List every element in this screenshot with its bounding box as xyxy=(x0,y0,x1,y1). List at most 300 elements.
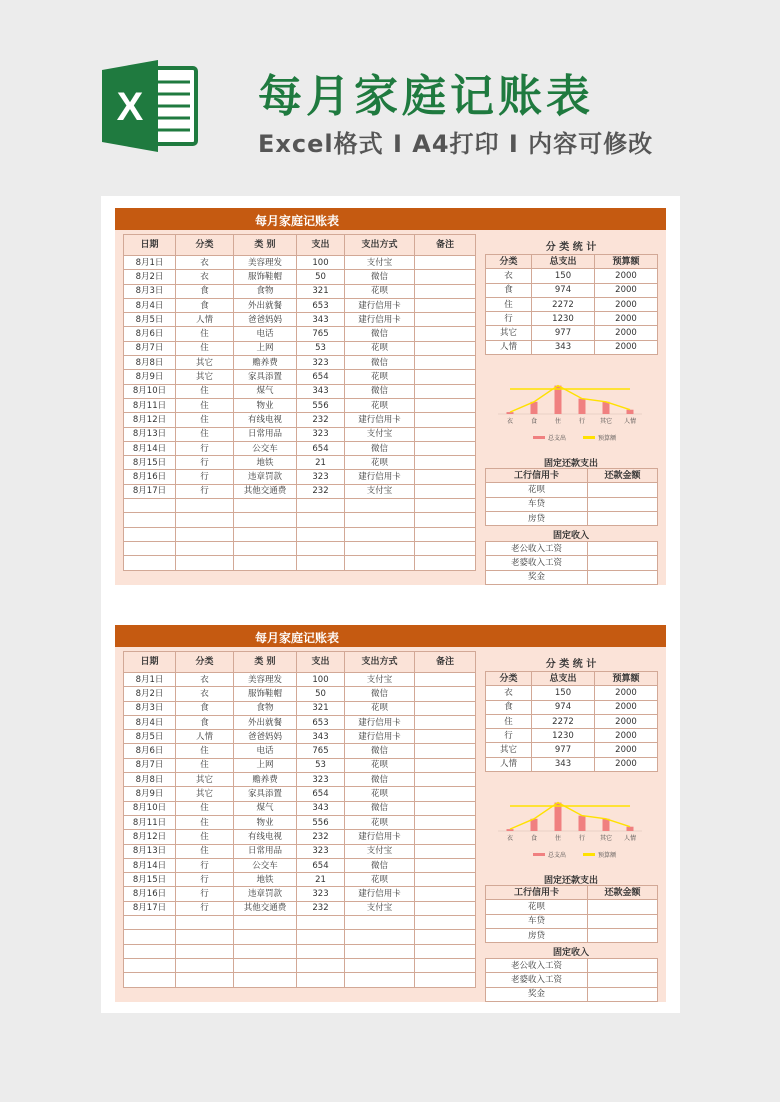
stats-cell[interactable]: 2000 xyxy=(595,686,658,700)
stats-cell[interactable]: 住 xyxy=(486,297,532,311)
stats-cell[interactable]: 2000 xyxy=(595,340,658,354)
expense-cell[interactable] xyxy=(415,801,476,815)
expense-cell[interactable] xyxy=(415,341,476,355)
expense-cell[interactable]: 654 xyxy=(297,441,345,455)
expense-cell[interactable] xyxy=(415,470,476,484)
expense-cell[interactable]: 8月5日 xyxy=(124,313,176,327)
expense-cell[interactable]: 8月14日 xyxy=(124,441,176,455)
debt-cell[interactable]: 花呗 xyxy=(486,900,588,914)
expense-cell[interactable]: 食 xyxy=(176,715,234,729)
expense-cell[interactable] xyxy=(234,541,297,555)
expense-cell[interactable]: 8月13日 xyxy=(124,844,176,858)
expense-cell[interactable]: 323 xyxy=(297,427,345,441)
expense-cell[interactable]: 家具添置 xyxy=(234,370,297,384)
expense-cell[interactable]: 321 xyxy=(297,701,345,715)
expense-cell[interactable]: 其它 xyxy=(176,787,234,801)
expense-cell[interactable]: 654 xyxy=(297,787,345,801)
expense-cell[interactable]: 赡养费 xyxy=(234,356,297,370)
income-cell[interactable] xyxy=(588,542,658,556)
expense-cell[interactable]: 其他交通费 xyxy=(234,901,297,915)
expense-cell[interactable]: 建行信用卡 xyxy=(345,830,415,844)
expense-cell[interactable] xyxy=(415,527,476,541)
expense-cell[interactable]: 微信 xyxy=(345,327,415,341)
expense-cell[interactable]: 其它 xyxy=(176,773,234,787)
expense-cell[interactable]: 232 xyxy=(297,413,345,427)
expense-cell[interactable] xyxy=(345,930,415,944)
expense-cell[interactable] xyxy=(345,973,415,987)
expense-cell[interactable]: 8月10日 xyxy=(124,384,176,398)
expense-cell[interactable] xyxy=(415,270,476,284)
income-cell[interactable] xyxy=(588,973,658,987)
expense-cell[interactable] xyxy=(415,701,476,715)
expense-cell[interactable]: 行 xyxy=(176,456,234,470)
expense-cell[interactable] xyxy=(297,556,345,570)
expense-cell[interactable]: 53 xyxy=(297,758,345,772)
expense-cell[interactable]: 花呗 xyxy=(345,284,415,298)
expense-cell[interactable]: 人情 xyxy=(176,730,234,744)
expense-cell[interactable]: 公交车 xyxy=(234,441,297,455)
expense-cell[interactable]: 支付宝 xyxy=(345,901,415,915)
expense-cell[interactable]: 煤气 xyxy=(234,384,297,398)
expense-cell[interactable]: 654 xyxy=(297,370,345,384)
stats-cell[interactable]: 衣 xyxy=(486,269,532,283)
expense-cell[interactable]: 8月2日 xyxy=(124,687,176,701)
expense-cell[interactable] xyxy=(415,916,476,930)
expense-cell[interactable] xyxy=(297,527,345,541)
expense-cell[interactable] xyxy=(415,413,476,427)
expense-cell[interactable] xyxy=(415,284,476,298)
expense-cell[interactable]: 地铁 xyxy=(234,456,297,470)
debt-cell[interactable]: 车贷 xyxy=(486,914,588,928)
expense-cell[interactable] xyxy=(415,930,476,944)
expense-cell[interactable] xyxy=(345,958,415,972)
expense-cell[interactable]: 8月6日 xyxy=(124,327,176,341)
expense-cell[interactable]: 8月7日 xyxy=(124,758,176,772)
expense-cell[interactable] xyxy=(415,456,476,470)
expense-cell[interactable]: 8月6日 xyxy=(124,744,176,758)
expense-cell[interactable]: 8月15日 xyxy=(124,873,176,887)
stats-cell[interactable]: 其它 xyxy=(486,326,532,340)
expense-cell[interactable] xyxy=(415,901,476,915)
expense-cell[interactable]: 8月11日 xyxy=(124,398,176,412)
expense-cell[interactable]: 住 xyxy=(176,327,234,341)
expense-cell[interactable] xyxy=(234,556,297,570)
expense-cell[interactable]: 343 xyxy=(297,801,345,815)
expense-cell[interactable]: 其它 xyxy=(176,370,234,384)
expense-cell[interactable]: 有线电视 xyxy=(234,830,297,844)
expense-cell[interactable] xyxy=(124,930,176,944)
expense-cell[interactable]: 物业 xyxy=(234,398,297,412)
expense-cell[interactable]: 支付宝 xyxy=(345,844,415,858)
expense-cell[interactable]: 其他交通费 xyxy=(234,484,297,498)
expense-cell[interactable] xyxy=(234,513,297,527)
expense-cell[interactable]: 煤气 xyxy=(234,801,297,815)
expense-cell[interactable] xyxy=(415,730,476,744)
expense-cell[interactable]: 微信 xyxy=(345,384,415,398)
expense-cell[interactable]: 8月8日 xyxy=(124,356,176,370)
expense-cell[interactable]: 住 xyxy=(176,413,234,427)
expense-cell[interactable]: 8月3日 xyxy=(124,701,176,715)
expense-cell[interactable]: 美容理发 xyxy=(234,256,297,270)
debt-cell[interactable] xyxy=(588,497,658,511)
expense-cell[interactable]: 8月8日 xyxy=(124,773,176,787)
debt-cell[interactable] xyxy=(588,914,658,928)
stats-cell[interactable]: 150 xyxy=(532,686,595,700)
expense-cell[interactable] xyxy=(415,758,476,772)
expense-cell[interactable]: 微信 xyxy=(345,687,415,701)
stats-cell[interactable]: 2000 xyxy=(595,269,658,283)
expense-cell[interactable]: 323 xyxy=(297,773,345,787)
expense-cell[interactable]: 行 xyxy=(176,441,234,455)
expense-cell[interactable] xyxy=(345,541,415,555)
expense-cell[interactable]: 53 xyxy=(297,341,345,355)
expense-cell[interactable]: 343 xyxy=(297,313,345,327)
expense-cell[interactable]: 其它 xyxy=(176,356,234,370)
expense-cell[interactable]: 建行信用卡 xyxy=(345,730,415,744)
expense-cell[interactable]: 建行信用卡 xyxy=(345,313,415,327)
stats-cell[interactable]: 人情 xyxy=(486,757,532,771)
expense-cell[interactable]: 8月14日 xyxy=(124,858,176,872)
expense-cell[interactable]: 爸爸妈妈 xyxy=(234,730,297,744)
stats-cell[interactable]: 343 xyxy=(532,757,595,771)
income-cell[interactable]: 老公收入工资 xyxy=(486,542,588,556)
expense-cell[interactable]: 日常用品 xyxy=(234,844,297,858)
debt-cell[interactable] xyxy=(588,483,658,497)
expense-cell[interactable]: 建行信用卡 xyxy=(345,715,415,729)
expense-cell[interactable]: 上网 xyxy=(234,758,297,772)
expense-cell[interactable]: 住 xyxy=(176,801,234,815)
expense-cell[interactable]: 8月1日 xyxy=(124,256,176,270)
expense-cell[interactable]: 8月1日 xyxy=(124,673,176,687)
expense-cell[interactable] xyxy=(415,556,476,570)
stats-cell[interactable]: 150 xyxy=(532,269,595,283)
expense-cell[interactable] xyxy=(124,958,176,972)
expense-cell[interactable] xyxy=(415,973,476,987)
expense-cell[interactable]: 323 xyxy=(297,470,345,484)
expense-cell[interactable]: 上网 xyxy=(234,341,297,355)
debt-cell[interactable]: 花呗 xyxy=(486,483,588,497)
expense-cell[interactable]: 服饰鞋帽 xyxy=(234,270,297,284)
income-cell[interactable] xyxy=(588,570,658,584)
expense-cell[interactable]: 行 xyxy=(176,901,234,915)
stats-cell[interactable]: 行 xyxy=(486,729,532,743)
expense-cell[interactable] xyxy=(124,916,176,930)
stats-cell[interactable]: 977 xyxy=(532,743,595,757)
expense-cell[interactable] xyxy=(234,916,297,930)
stats-cell[interactable]: 2000 xyxy=(595,700,658,714)
expense-cell[interactable] xyxy=(297,513,345,527)
debt-cell[interactable] xyxy=(588,900,658,914)
expense-cell[interactable]: 8月16日 xyxy=(124,887,176,901)
expense-cell[interactable]: 花呗 xyxy=(345,787,415,801)
expense-cell[interactable]: 住 xyxy=(176,427,234,441)
stats-cell[interactable]: 2000 xyxy=(595,283,658,297)
stats-cell[interactable]: 食 xyxy=(486,283,532,297)
expense-cell[interactable] xyxy=(234,527,297,541)
expense-cell[interactable]: 支付宝 xyxy=(345,256,415,270)
stats-cell[interactable]: 住 xyxy=(486,714,532,728)
expense-cell[interactable]: 住 xyxy=(176,815,234,829)
expense-cell[interactable]: 外出就餐 xyxy=(234,715,297,729)
expense-cell[interactable]: 爸爸妈妈 xyxy=(234,313,297,327)
expense-cell[interactable]: 花呗 xyxy=(345,815,415,829)
income-cell[interactable]: 老婆收入工资 xyxy=(486,973,588,987)
expense-cell[interactable] xyxy=(345,944,415,958)
expense-cell[interactable]: 支付宝 xyxy=(345,673,415,687)
expense-cell[interactable]: 100 xyxy=(297,256,345,270)
expense-cell[interactable] xyxy=(176,916,234,930)
income-cell[interactable] xyxy=(588,959,658,973)
expense-cell[interactable]: 支付宝 xyxy=(345,484,415,498)
expense-cell[interactable] xyxy=(415,844,476,858)
expense-cell[interactable]: 654 xyxy=(297,858,345,872)
income-cell[interactable] xyxy=(588,987,658,1001)
expense-cell[interactable] xyxy=(176,944,234,958)
expense-cell[interactable]: 赡养费 xyxy=(234,773,297,787)
expense-cell[interactable] xyxy=(176,541,234,555)
expense-cell[interactable] xyxy=(297,916,345,930)
expense-cell[interactable]: 行 xyxy=(176,470,234,484)
expense-cell[interactable] xyxy=(415,687,476,701)
expense-cell[interactable] xyxy=(415,327,476,341)
expense-cell[interactable]: 服饰鞋帽 xyxy=(234,687,297,701)
expense-cell[interactable]: 21 xyxy=(297,873,345,887)
expense-cell[interactable]: 微信 xyxy=(345,801,415,815)
expense-cell[interactable] xyxy=(415,773,476,787)
expense-cell[interactable]: 花呗 xyxy=(345,370,415,384)
expense-cell[interactable] xyxy=(297,930,345,944)
expense-cell[interactable]: 343 xyxy=(297,730,345,744)
expense-cell[interactable] xyxy=(176,556,234,570)
expense-cell[interactable] xyxy=(124,944,176,958)
expense-cell[interactable] xyxy=(234,944,297,958)
expense-cell[interactable] xyxy=(345,916,415,930)
expense-cell[interactable]: 日常用品 xyxy=(234,427,297,441)
expense-cell[interactable]: 50 xyxy=(297,270,345,284)
expense-cell[interactable] xyxy=(176,930,234,944)
expense-cell[interactable] xyxy=(415,513,476,527)
expense-cell[interactable]: 行 xyxy=(176,858,234,872)
expense-cell[interactable] xyxy=(415,830,476,844)
expense-cell[interactable] xyxy=(415,384,476,398)
expense-cell[interactable] xyxy=(176,958,234,972)
stats-cell[interactable]: 衣 xyxy=(486,686,532,700)
expense-cell[interactable] xyxy=(124,513,176,527)
expense-cell[interactable]: 衣 xyxy=(176,270,234,284)
expense-cell[interactable]: 住 xyxy=(176,341,234,355)
stats-cell[interactable]: 2000 xyxy=(595,312,658,326)
expense-cell[interactable]: 衣 xyxy=(176,256,234,270)
stats-cell[interactable]: 2272 xyxy=(532,714,595,728)
expense-cell[interactable] xyxy=(415,484,476,498)
expense-cell[interactable]: 行 xyxy=(176,484,234,498)
expense-cell[interactable] xyxy=(297,958,345,972)
expense-cell[interactable]: 衣 xyxy=(176,673,234,687)
expense-cell[interactable]: 8月11日 xyxy=(124,815,176,829)
stats-cell[interactable]: 974 xyxy=(532,283,595,297)
expense-cell[interactable]: 衣 xyxy=(176,687,234,701)
expense-cell[interactable]: 住 xyxy=(176,744,234,758)
expense-cell[interactable]: 建行信用卡 xyxy=(345,470,415,484)
expense-cell[interactable]: 花呗 xyxy=(345,873,415,887)
income-cell[interactable]: 奖金 xyxy=(486,570,588,584)
expense-cell[interactable]: 住 xyxy=(176,758,234,772)
expense-cell[interactable]: 公交车 xyxy=(234,858,297,872)
expense-cell[interactable]: 21 xyxy=(297,456,345,470)
expense-cell[interactable]: 食 xyxy=(176,701,234,715)
expense-cell[interactable] xyxy=(415,858,476,872)
expense-cell[interactable]: 8月17日 xyxy=(124,901,176,915)
expense-cell[interactable]: 微信 xyxy=(345,744,415,758)
expense-cell[interactable]: 653 xyxy=(297,298,345,312)
expense-cell[interactable]: 花呗 xyxy=(345,341,415,355)
expense-cell[interactable]: 违章罚款 xyxy=(234,470,297,484)
expense-cell[interactable] xyxy=(345,499,415,513)
expense-cell[interactable] xyxy=(415,427,476,441)
expense-cell[interactable] xyxy=(415,715,476,729)
stats-cell[interactable]: 2000 xyxy=(595,714,658,728)
stats-cell[interactable]: 2272 xyxy=(532,297,595,311)
expense-cell[interactable]: 住 xyxy=(176,830,234,844)
income-cell[interactable]: 奖金 xyxy=(486,987,588,1001)
expense-cell[interactable] xyxy=(297,944,345,958)
stats-cell[interactable]: 1230 xyxy=(532,729,595,743)
expense-cell[interactable]: 8月12日 xyxy=(124,830,176,844)
stats-cell[interactable]: 食 xyxy=(486,700,532,714)
expense-cell[interactable]: 建行信用卡 xyxy=(345,887,415,901)
expense-cell[interactable]: 8月4日 xyxy=(124,715,176,729)
expense-cell[interactable]: 支付宝 xyxy=(345,427,415,441)
expense-cell[interactable]: 8月4日 xyxy=(124,298,176,312)
expense-cell[interactable]: 家具添置 xyxy=(234,787,297,801)
debt-cell[interactable]: 房贷 xyxy=(486,511,588,525)
stats-cell[interactable]: 1230 xyxy=(532,312,595,326)
expense-cell[interactable]: 行 xyxy=(176,887,234,901)
expense-cell[interactable] xyxy=(176,513,234,527)
stats-cell[interactable]: 人情 xyxy=(486,340,532,354)
expense-cell[interactable]: 556 xyxy=(297,815,345,829)
expense-cell[interactable]: 8月7日 xyxy=(124,341,176,355)
expense-cell[interactable]: 8月13日 xyxy=(124,427,176,441)
expense-cell[interactable] xyxy=(415,441,476,455)
expense-cell[interactable] xyxy=(345,556,415,570)
expense-cell[interactable] xyxy=(234,973,297,987)
expense-cell[interactable]: 653 xyxy=(297,715,345,729)
debt-cell[interactable]: 车贷 xyxy=(486,497,588,511)
expense-cell[interactable] xyxy=(415,944,476,958)
expense-cell[interactable]: 违章罚款 xyxy=(234,887,297,901)
debt-cell[interactable]: 房贷 xyxy=(486,928,588,942)
expense-cell[interactable]: 323 xyxy=(297,887,345,901)
expense-cell[interactable]: 建行信用卡 xyxy=(345,413,415,427)
expense-cell[interactable]: 微信 xyxy=(345,441,415,455)
expense-cell[interactable]: 人情 xyxy=(176,313,234,327)
expense-cell[interactable] xyxy=(415,887,476,901)
expense-cell[interactable] xyxy=(176,973,234,987)
expense-cell[interactable]: 8月2日 xyxy=(124,270,176,284)
expense-cell[interactable] xyxy=(415,541,476,555)
expense-cell[interactable]: 8月5日 xyxy=(124,730,176,744)
expense-cell[interactable]: 8月17日 xyxy=(124,484,176,498)
expense-cell[interactable]: 323 xyxy=(297,356,345,370)
stats-cell[interactable]: 2000 xyxy=(595,743,658,757)
stats-cell[interactable]: 974 xyxy=(532,700,595,714)
expense-cell[interactable]: 建行信用卡 xyxy=(345,298,415,312)
expense-cell[interactable] xyxy=(415,298,476,312)
expense-cell[interactable] xyxy=(345,513,415,527)
expense-cell[interactable] xyxy=(415,370,476,384)
expense-cell[interactable]: 8月10日 xyxy=(124,801,176,815)
expense-cell[interactable]: 8月9日 xyxy=(124,787,176,801)
expense-cell[interactable] xyxy=(415,499,476,513)
expense-cell[interactable]: 食物 xyxy=(234,701,297,715)
expense-cell[interactable]: 花呗 xyxy=(345,456,415,470)
expense-cell[interactable]: 微信 xyxy=(345,270,415,284)
expense-cell[interactable] xyxy=(345,527,415,541)
stats-cell[interactable]: 343 xyxy=(532,340,595,354)
expense-cell[interactable]: 住 xyxy=(176,384,234,398)
expense-cell[interactable]: 有线电视 xyxy=(234,413,297,427)
expense-cell[interactable] xyxy=(415,744,476,758)
income-cell[interactable] xyxy=(588,556,658,570)
expense-cell[interactable] xyxy=(415,958,476,972)
expense-cell[interactable]: 食 xyxy=(176,298,234,312)
expense-cell[interactable]: 住 xyxy=(176,844,234,858)
expense-cell[interactable]: 232 xyxy=(297,830,345,844)
expense-cell[interactable]: 765 xyxy=(297,744,345,758)
expense-cell[interactable] xyxy=(415,815,476,829)
expense-cell[interactable] xyxy=(124,541,176,555)
expense-cell[interactable] xyxy=(415,673,476,687)
expense-cell[interactable] xyxy=(176,527,234,541)
expense-cell[interactable] xyxy=(297,499,345,513)
expense-cell[interactable]: 323 xyxy=(297,844,345,858)
expense-cell[interactable]: 232 xyxy=(297,901,345,915)
expense-cell[interactable]: 微信 xyxy=(345,356,415,370)
expense-cell[interactable] xyxy=(415,787,476,801)
debt-cell[interactable] xyxy=(588,511,658,525)
expense-cell[interactable]: 微信 xyxy=(345,858,415,872)
stats-cell[interactable]: 2000 xyxy=(595,326,658,340)
expense-cell[interactable]: 电话 xyxy=(234,327,297,341)
stats-cell[interactable]: 行 xyxy=(486,312,532,326)
debt-cell[interactable] xyxy=(588,928,658,942)
expense-cell[interactable] xyxy=(124,499,176,513)
expense-cell[interactable] xyxy=(176,499,234,513)
expense-cell[interactable] xyxy=(415,256,476,270)
expense-cell[interactable]: 住 xyxy=(176,398,234,412)
expense-cell[interactable]: 8月15日 xyxy=(124,456,176,470)
expense-cell[interactable]: 8月16日 xyxy=(124,470,176,484)
expense-cell[interactable]: 232 xyxy=(297,484,345,498)
expense-cell[interactable]: 765 xyxy=(297,327,345,341)
expense-cell[interactable] xyxy=(124,527,176,541)
expense-cell[interactable] xyxy=(234,958,297,972)
expense-cell[interactable]: 微信 xyxy=(345,773,415,787)
stats-cell[interactable]: 2000 xyxy=(595,757,658,771)
expense-cell[interactable] xyxy=(297,541,345,555)
expense-cell[interactable]: 食 xyxy=(176,284,234,298)
expense-cell[interactable] xyxy=(297,973,345,987)
expense-cell[interactable] xyxy=(415,313,476,327)
expense-cell[interactable] xyxy=(234,930,297,944)
expense-cell[interactable]: 8月9日 xyxy=(124,370,176,384)
stats-cell[interactable]: 977 xyxy=(532,326,595,340)
expense-cell[interactable] xyxy=(124,556,176,570)
expense-cell[interactable]: 321 xyxy=(297,284,345,298)
expense-cell[interactable]: 100 xyxy=(297,673,345,687)
expense-cell[interactable]: 花呗 xyxy=(345,398,415,412)
